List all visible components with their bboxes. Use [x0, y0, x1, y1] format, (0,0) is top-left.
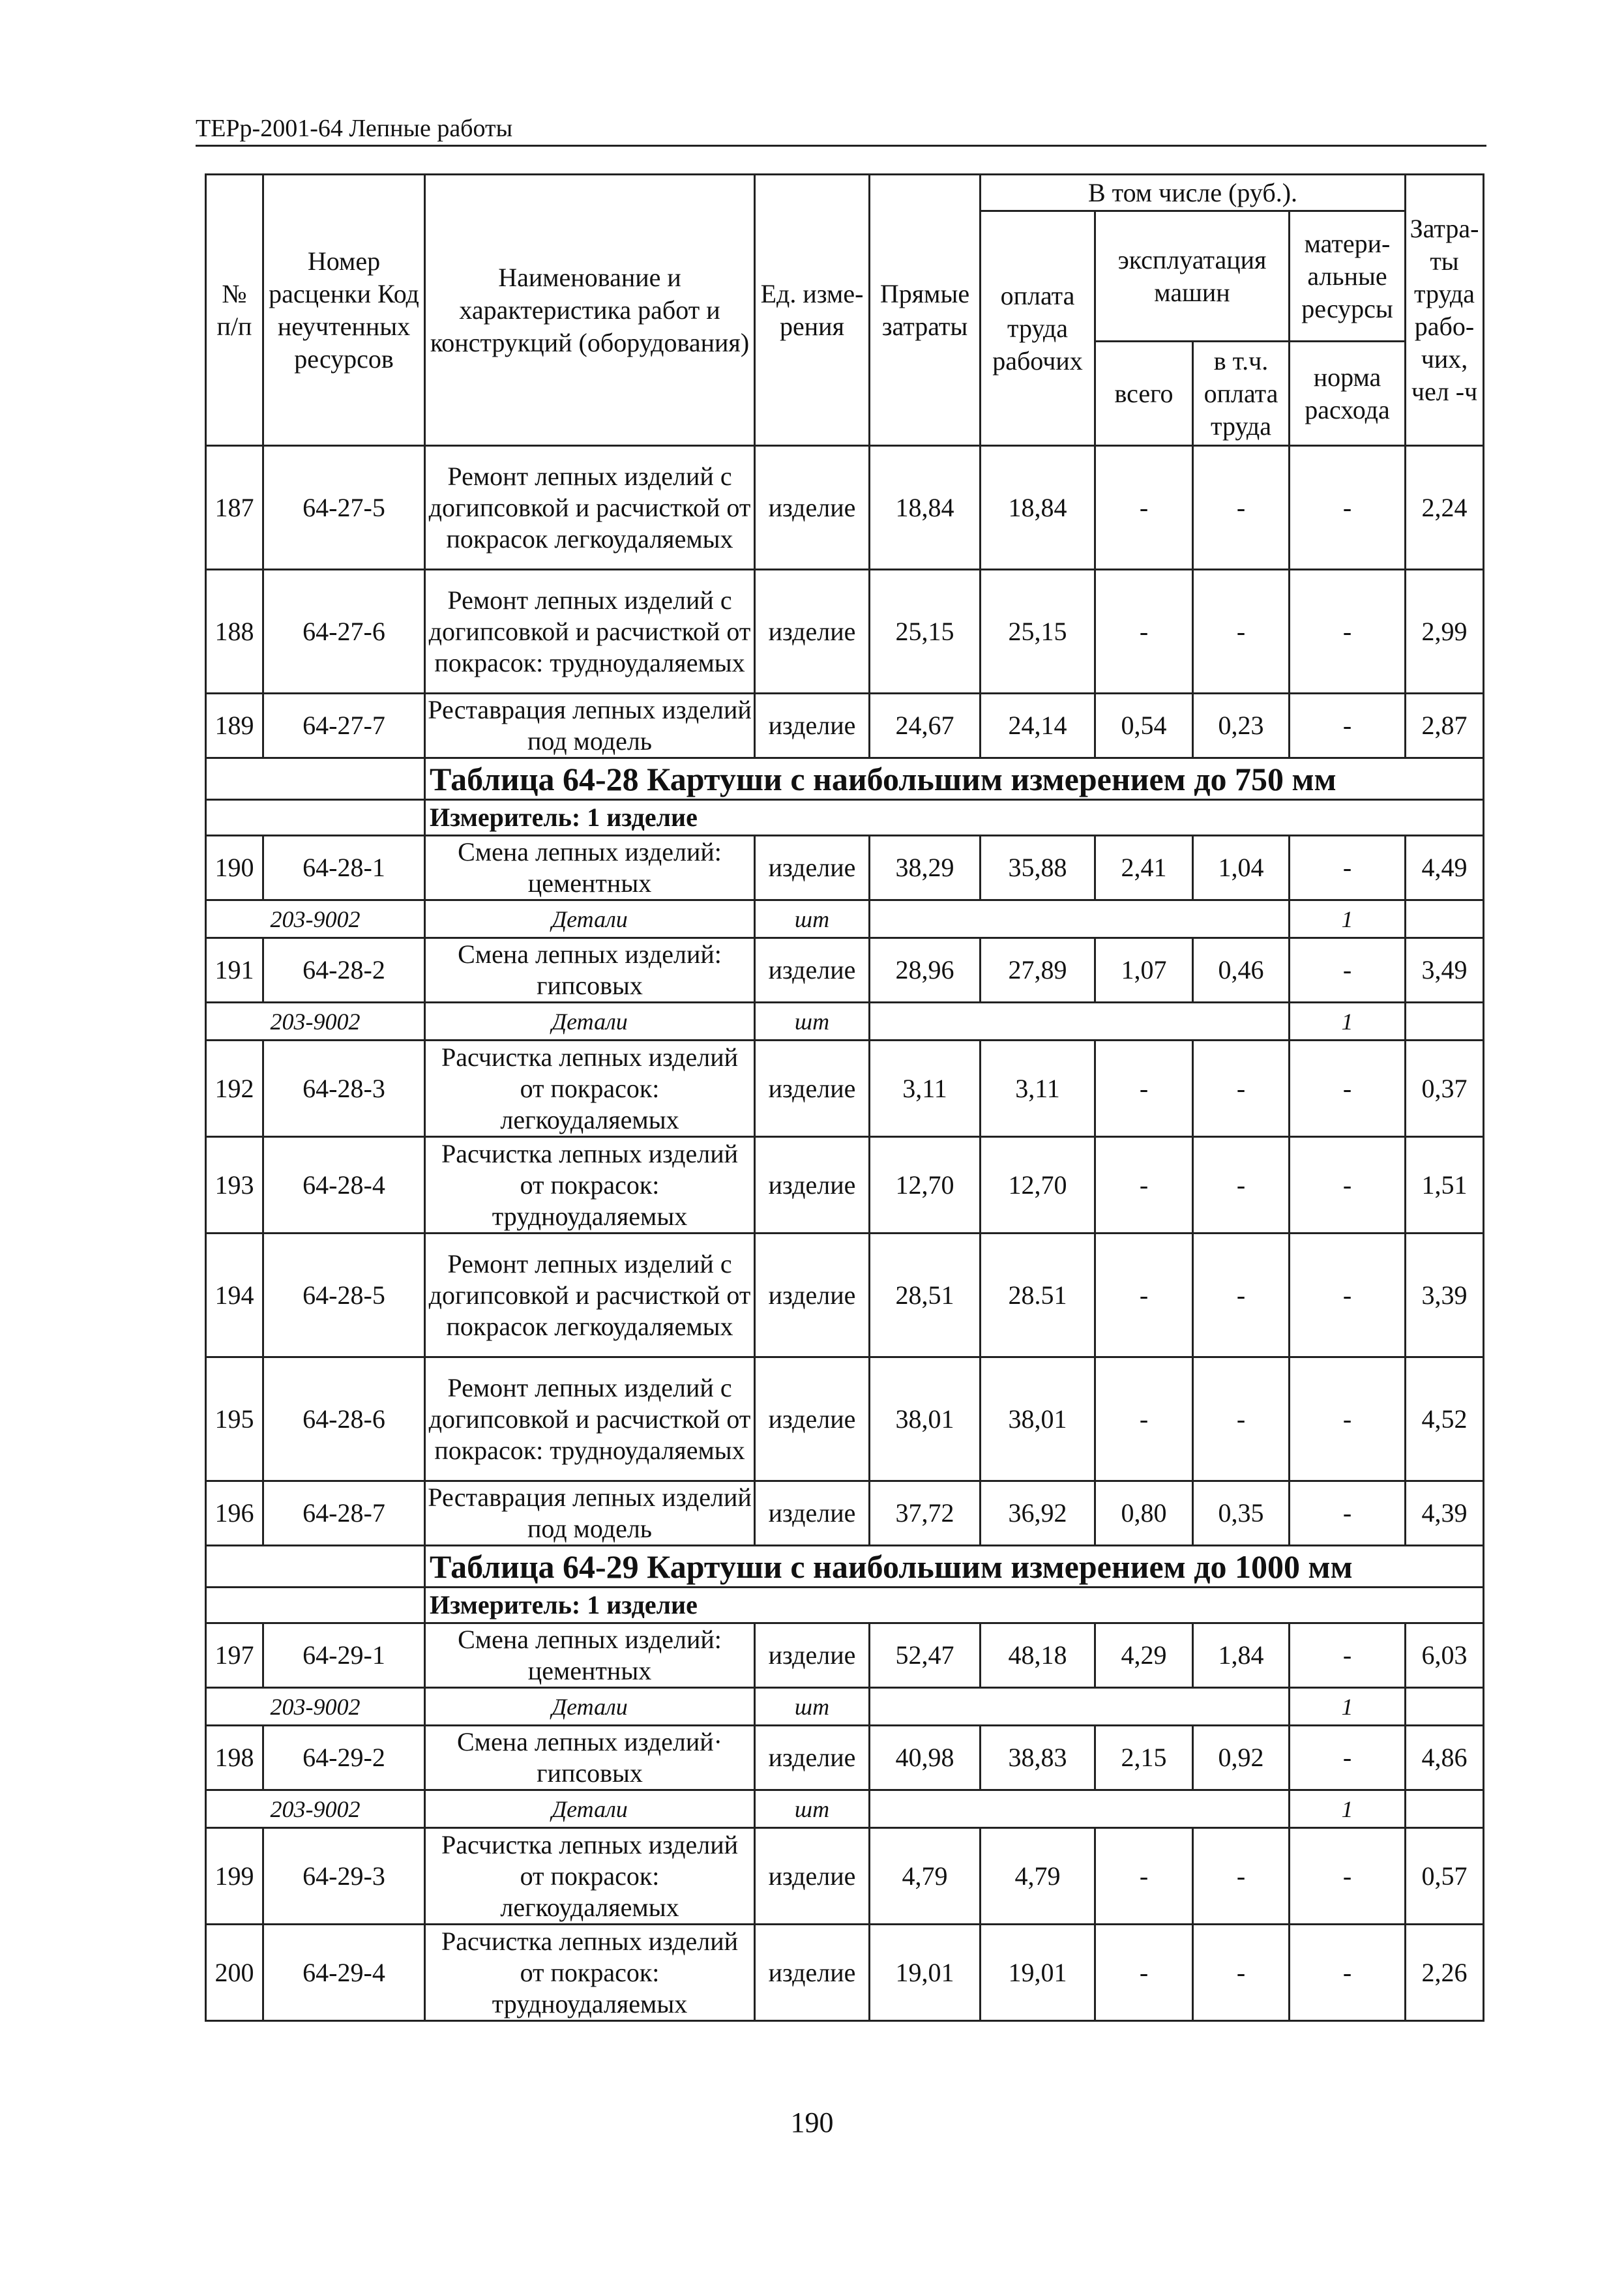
header-including-group: В том числе (руб.). — [981, 175, 1406, 211]
row-wages: 19,01 — [981, 1925, 1095, 2021]
row-machines-wages: 0,23 — [1193, 694, 1290, 758]
table-row — [206, 570, 1484, 694]
row-unit: изделие — [755, 1925, 870, 2021]
row-machines: - — [1095, 1357, 1193, 1481]
header-machines-group: эксплуатация машин — [1095, 211, 1290, 342]
row-labor: 2,99 — [1406, 570, 1484, 694]
row-direct: 18,84 — [870, 446, 981, 570]
header-no: № п/п — [206, 175, 263, 446]
row-materials: - — [1290, 1726, 1406, 1790]
row-code: 64-28-7 — [263, 1481, 425, 1546]
resource-norm: 1 — [1290, 900, 1406, 938]
row-direct: 52,47 — [870, 1623, 981, 1688]
row-name: Смена лепных изделий: гипсовых — [425, 938, 755, 1003]
row-machines-wages: 0,35 — [1193, 1481, 1290, 1546]
row-name: Расчистка лепных изделий от покрасок: легкоудаляемых — [425, 1828, 755, 1925]
row-code: 64-27-6 — [263, 570, 425, 694]
resource-name: Детали — [425, 900, 755, 938]
row-materials: - — [1290, 446, 1406, 570]
row-materials: - — [1290, 1041, 1406, 1137]
row-name: Ремонт лепных изделий с догипсовкой и расчисткой от покрасок легкоудаляемых — [425, 1234, 755, 1357]
resource-norm: 1 — [1290, 1688, 1406, 1726]
row-no: 191 — [206, 938, 263, 1003]
header-name: Наименование и характеристика работ и конструкций (оборудования) — [425, 175, 755, 446]
row-machines-wages: - — [1193, 1137, 1290, 1234]
header-unit: Ед. изме-рения — [755, 175, 870, 446]
meter-label: Измеритель: 1 изделие — [425, 1588, 1484, 1623]
meter-row — [206, 1588, 1484, 1623]
row-name: Ремонт лепных изделий с догипсовкой и расчисткой от покрасок: трудноудаляемых — [425, 1357, 755, 1481]
row-name: Расчистка лепных изделий от покрасок: легкоудаляемых — [425, 1041, 755, 1137]
row-machines: 2,15 — [1095, 1726, 1193, 1790]
resource-row — [206, 1003, 1484, 1041]
resource-norm: 1 — [1290, 1003, 1406, 1041]
row-unit: изделие — [755, 1357, 870, 1481]
table-row — [206, 1234, 1484, 1357]
meter-row — [206, 800, 1484, 836]
row-code: 64-29-2 — [263, 1726, 425, 1790]
row-labor: 2,87 — [1406, 694, 1484, 758]
header-material-norm: норма расхода — [1290, 342, 1406, 446]
section-title: Таблица 64-29 Картуши с наибольшим измерением до 1000 мм — [425, 1546, 1484, 1588]
resource-norm: 1 — [1290, 1790, 1406, 1828]
resource-unit: шт — [755, 1790, 870, 1828]
row-machines-wages: 1,84 — [1193, 1623, 1290, 1688]
row-direct: 38,29 — [870, 836, 981, 900]
resource-row — [206, 1688, 1484, 1726]
row-labor: 6,03 — [1406, 1623, 1484, 1688]
header-materials: матери-альные ресурсы — [1290, 211, 1406, 342]
row-no: 195 — [206, 1357, 263, 1481]
row-unit: изделие — [755, 938, 870, 1003]
header-direct-costs: Прямые затраты — [870, 175, 981, 446]
row-machines-wages: 0,92 — [1193, 1726, 1290, 1790]
row-code: 64-29-4 — [263, 1925, 425, 2021]
row-machines: - — [1095, 1925, 1193, 2021]
row-wages: 12,70 — [981, 1137, 1095, 1234]
table-row — [206, 1925, 1484, 2021]
row-no: 190 — [206, 836, 263, 900]
table-row — [206, 1137, 1484, 1234]
table-row — [206, 1041, 1484, 1137]
row-name: Ремонт лепных изделий с догипсовкой и расчисткой от покрасок: трудноудаляемых — [425, 570, 755, 694]
row-wages: 18,84 — [981, 446, 1095, 570]
row-labor: 0,57 — [1406, 1828, 1484, 1925]
row-name: Расчистка лепных изделий от покрасок: трудноудаляемых — [425, 1137, 755, 1234]
row-direct: 12,70 — [870, 1137, 981, 1234]
header-wages: оплата труда рабочих — [981, 211, 1095, 446]
row-no: 199 — [206, 1828, 263, 1925]
row-machines: - — [1095, 1828, 1193, 1925]
row-name: Смена лепных изделий: цементных — [425, 836, 755, 900]
row-code: 64-28-1 — [263, 836, 425, 900]
resource-code: 203-9002 — [206, 1790, 425, 1828]
row-labor: 3,49 — [1406, 938, 1484, 1003]
row-machines-wages: 0,46 — [1193, 938, 1290, 1003]
row-materials: - — [1290, 1623, 1406, 1688]
table-row — [206, 446, 1484, 570]
row-unit: изделие — [755, 1137, 870, 1234]
row-wages: 36,92 — [981, 1481, 1095, 1546]
row-name: Ремонт лепных изделий с догипсовкой и расчисткой от покрасок легкоудаляемых — [425, 446, 755, 570]
row-unit: изделие — [755, 1828, 870, 1925]
resource-unit: шт — [755, 1003, 870, 1041]
row-materials: - — [1290, 1828, 1406, 1925]
resource-row — [206, 1790, 1484, 1828]
row-machines: 1,07 — [1095, 938, 1193, 1003]
row-labor: 0,37 — [1406, 1041, 1484, 1137]
rates-table — [205, 173, 1484, 2022]
row-name: Реставрация лепных изделий под модель — [425, 1481, 755, 1546]
row-no: 187 — [206, 446, 263, 570]
row-name: Смена лепных изделий: цементных — [425, 1623, 755, 1688]
row-name: Расчистка лепных изделий от покрасок: трудноудаляемых — [425, 1925, 755, 2021]
row-unit: изделие — [755, 694, 870, 758]
row-no: 194 — [206, 1234, 263, 1357]
row-wages: 3,11 — [981, 1041, 1095, 1137]
row-labor: 2,24 — [1406, 446, 1484, 570]
section-row — [206, 758, 1484, 800]
row-materials: - — [1290, 1481, 1406, 1546]
row-machines-wages: - — [1193, 1828, 1290, 1925]
row-no: 198 — [206, 1726, 263, 1790]
row-direct: 37,72 — [870, 1481, 981, 1546]
resource-name: Детали — [425, 1003, 755, 1041]
row-materials: - — [1290, 1925, 1406, 2021]
row-machines: 0,80 — [1095, 1481, 1193, 1546]
row-machines-wages: - — [1193, 1041, 1290, 1137]
row-wages: 35,88 — [981, 836, 1095, 900]
row-direct: 25,15 — [870, 570, 981, 694]
row-labor: 4,49 — [1406, 836, 1484, 900]
row-machines-wages: - — [1193, 446, 1290, 570]
row-name: Смена лепных изделий· гипсовых — [425, 1726, 755, 1790]
row-wages: 27,89 — [981, 938, 1095, 1003]
row-unit: изделие — [755, 1726, 870, 1790]
row-code: 64-27-7 — [263, 694, 425, 758]
row-machines: - — [1095, 1234, 1193, 1357]
row-machines-wages: - — [1193, 1925, 1290, 2021]
row-materials: - — [1290, 1357, 1406, 1481]
section-row — [206, 1546, 1484, 1588]
row-materials: - — [1290, 694, 1406, 758]
row-machines: 0,54 — [1095, 694, 1193, 758]
row-direct: 19,01 — [870, 1925, 981, 2021]
resource-code: 203-9002 — [206, 1003, 425, 1041]
row-direct: 3,11 — [870, 1041, 981, 1137]
row-code: 64-28-2 — [263, 938, 425, 1003]
row-code: 64-27-5 — [263, 446, 425, 570]
section-title: Таблица 64-28 Картуши с наибольшим измерением до 750 мм — [425, 758, 1484, 800]
row-no: 189 — [206, 694, 263, 758]
header-labor: Затра-ты труда рабо-чих, чел -ч — [1406, 175, 1484, 446]
row-no: 200 — [206, 1925, 263, 2021]
row-labor: 2,26 — [1406, 1925, 1484, 2021]
row-unit: изделие — [755, 570, 870, 694]
table-row — [206, 1828, 1484, 1925]
row-machines-wages: - — [1193, 570, 1290, 694]
row-direct: 40,98 — [870, 1726, 981, 1790]
header-code: Номер расценки Код неучтенных ресурсов — [263, 175, 425, 446]
row-code: 64-28-4 — [263, 1137, 425, 1234]
row-wages: 4,79 — [981, 1828, 1095, 1925]
row-labor: 3,39 — [1406, 1234, 1484, 1357]
row-unit: изделие — [755, 1623, 870, 1688]
row-machines-wages: - — [1193, 1234, 1290, 1357]
row-materials: - — [1290, 1234, 1406, 1357]
resource-code: 203-9002 — [206, 1688, 425, 1726]
table-row — [206, 836, 1484, 900]
row-materials: - — [1290, 938, 1406, 1003]
row-wages: 38,83 — [981, 1726, 1095, 1790]
row-unit: изделие — [755, 446, 870, 570]
row-code: 64-28-5 — [263, 1234, 425, 1357]
header-rule — [196, 145, 1486, 147]
row-direct: 28,96 — [870, 938, 981, 1003]
row-labor: 4,86 — [1406, 1726, 1484, 1790]
row-machines-wages: - — [1193, 1357, 1290, 1481]
row-machines: 4,29 — [1095, 1623, 1193, 1688]
resource-unit: шт — [755, 900, 870, 938]
row-no: 197 — [206, 1623, 263, 1688]
table-row — [206, 938, 1484, 1003]
resource-unit: шт — [755, 1688, 870, 1726]
row-direct: 38,01 — [870, 1357, 981, 1481]
table-row — [206, 1481, 1484, 1546]
row-machines: 2,41 — [1095, 836, 1193, 900]
row-no: 188 — [206, 570, 263, 694]
row-no: 193 — [206, 1137, 263, 1234]
running-title: ТЕРр-2001-64 Лепные работы — [196, 115, 513, 142]
row-labor: 4,52 — [1406, 1357, 1484, 1481]
row-machines: - — [1095, 1041, 1193, 1137]
resource-name: Детали — [425, 1790, 755, 1828]
row-machines-wages: 1,04 — [1193, 836, 1290, 900]
row-labor: 1,51 — [1406, 1137, 1484, 1234]
row-no: 196 — [206, 1481, 263, 1546]
page-number: 190 — [790, 2106, 834, 2138]
row-wages: 38,01 — [981, 1357, 1095, 1481]
meter-label: Измеритель: 1 изделие — [425, 800, 1484, 836]
row-machines: - — [1095, 570, 1193, 694]
row-direct: 4,79 — [870, 1828, 981, 1925]
header-machines-total: всего — [1095, 342, 1193, 446]
row-machines: - — [1095, 1137, 1193, 1234]
table-row — [206, 1357, 1484, 1481]
row-wages: 24,14 — [981, 694, 1095, 758]
row-materials: - — [1290, 836, 1406, 900]
row-code: 64-28-3 — [263, 1041, 425, 1137]
row-name: Реставрация лепных изделий под модель — [425, 694, 755, 758]
row-wages: 25,15 — [981, 570, 1095, 694]
table-row — [206, 1623, 1484, 1688]
row-unit: изделие — [755, 1041, 870, 1137]
row-materials: - — [1290, 1137, 1406, 1234]
row-code: 64-28-6 — [263, 1357, 425, 1481]
row-direct: 28,51 — [870, 1234, 981, 1357]
row-machines: - — [1095, 446, 1193, 570]
row-wages: 28.51 — [981, 1234, 1095, 1357]
row-no: 192 — [206, 1041, 263, 1137]
resource-row — [206, 900, 1484, 938]
table-row — [206, 694, 1484, 758]
row-labor: 4,39 — [1406, 1481, 1484, 1546]
table-row — [206, 1726, 1484, 1790]
row-materials: - — [1290, 570, 1406, 694]
row-unit: изделие — [755, 836, 870, 900]
row-unit: изделие — [755, 1234, 870, 1357]
resource-code: 203-9002 — [206, 900, 425, 938]
row-unit: изделие — [755, 1481, 870, 1546]
row-code: 64-29-1 — [263, 1623, 425, 1688]
row-code: 64-29-3 — [263, 1828, 425, 1925]
table-header — [206, 175, 1484, 446]
table-body — [206, 446, 1484, 2021]
row-direct: 24,67 — [870, 694, 981, 758]
header-machines-wages: в т.ч. оплата труда — [1193, 342, 1290, 446]
resource-name: Детали — [425, 1688, 755, 1726]
row-wages: 48,18 — [981, 1623, 1095, 1688]
